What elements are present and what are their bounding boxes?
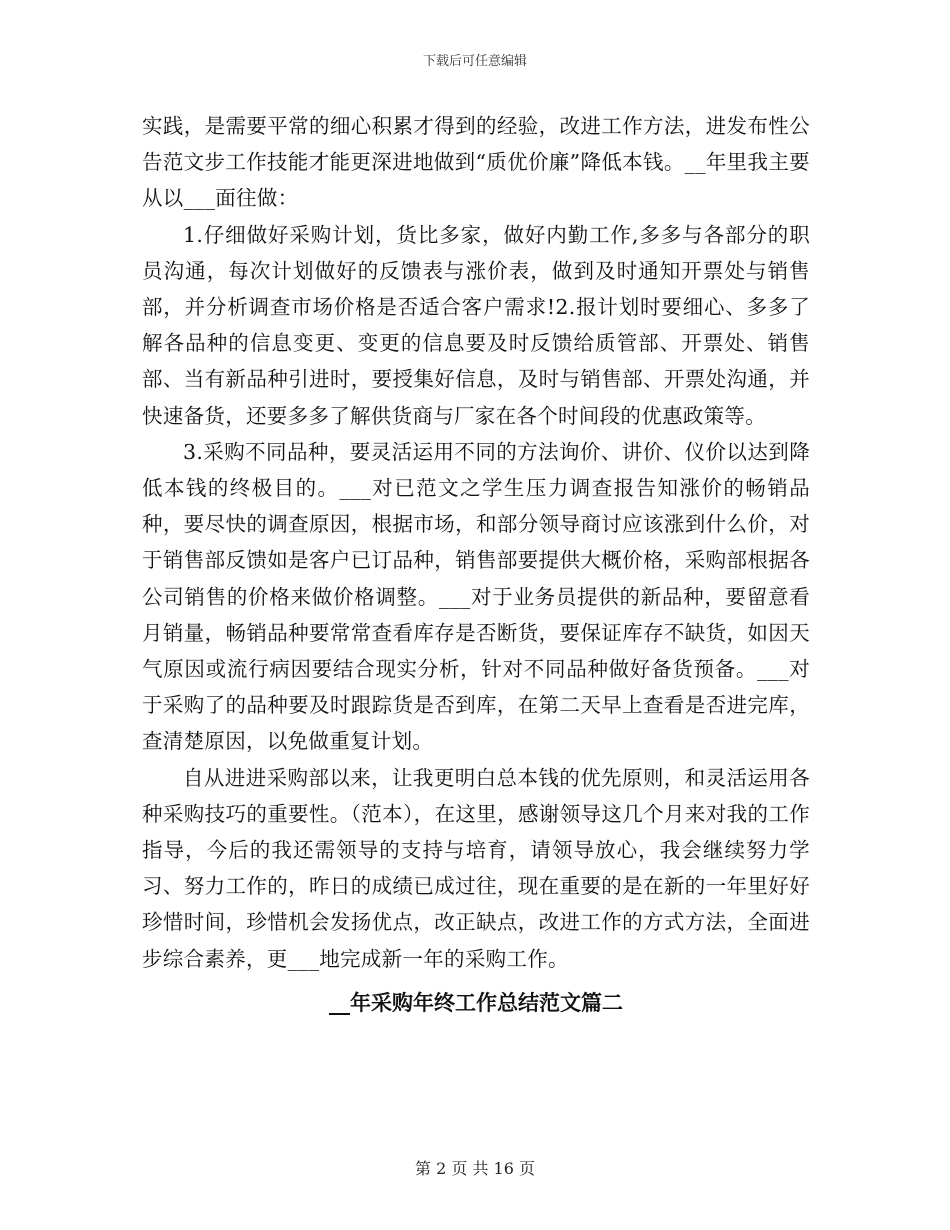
paragraph-conclusion: 自从进进采购部以来，让我更明白总本钱的优先原则，和灵活运用各种采购技巧的重要性。（范本），在这里，感谢领导这几个月来对我的工作指导，今后的我还需领导的支持与培育，请领导放心，我会继续努力学习、努力工作的，昨日的成绩已成过往，现在重要的是在新的一年里好好珍惜时间，珍惜机会发扬优点，改正缺点，改进工作的方式方法，全面进步综合素养，更___地完成新一年的采购工作。 [142, 765, 810, 971]
paragraph-intro: 实践，是需要平常的细心积累才得到的经验，改进工作方法，进发布性公告范文步工作技能才能更深进地做到“质优价廉”降低本钱。__年里我主要从以___面往做： [142, 114, 810, 211]
page-header: 下载后可任意编辑 [422, 54, 527, 69]
page-number: 第 2 页 共 16 页 [415, 1159, 535, 1178]
section-title: __年采购年终工作总结范文篇二 [329, 989, 623, 1015]
paragraph-item-1-2: 1.仔细做好采购计划，货比多家，做好内勤工作,多多与各部分的职员沟通，每次计划做好的反馈表与涨价表，做到及时通知开票处与销售部，并分析调查市场价格是否适合客户需求!2.报计划时要细心、多多了解各品种的信息变更、变更的信息要及时反馈给质管部、开票处、销售部、当有新品种引进时，要授集好信息，及时与销售部、开票处沟通，并快速备货，还要多多了解供货商与厂家在各个时间段的优惠政策等。 [142, 222, 810, 428]
paragraph-item-3: 3.采购不同品种，要灵活运用不同的方法询价、讲价、仪价以达到降低本钱的终极目的。___对已范文之学生压力调查报告知涨价的畅销品种，要尽快的调查原因，根据市场，和部分领导商讨应该涨到什么价，对于销售部反馈如是客户已订品种，销售部要提供大概价格，采购部根据各公司销售的价格来做价格调整。___对于业务员提供的新品种，要留意看月销量，畅销品种要常常查看库存是否断货，要保证库存不缺货，如因天气原因或流行病因要结合现实分析，针对不同品种做好备货预备。___对于采购了的品种要及时跟踪货是否到库，在第二天早上查看是否进完库，查清楚原因，以免做重复计划。 [142, 439, 810, 754]
document-body [142, 108, 810, 1021]
